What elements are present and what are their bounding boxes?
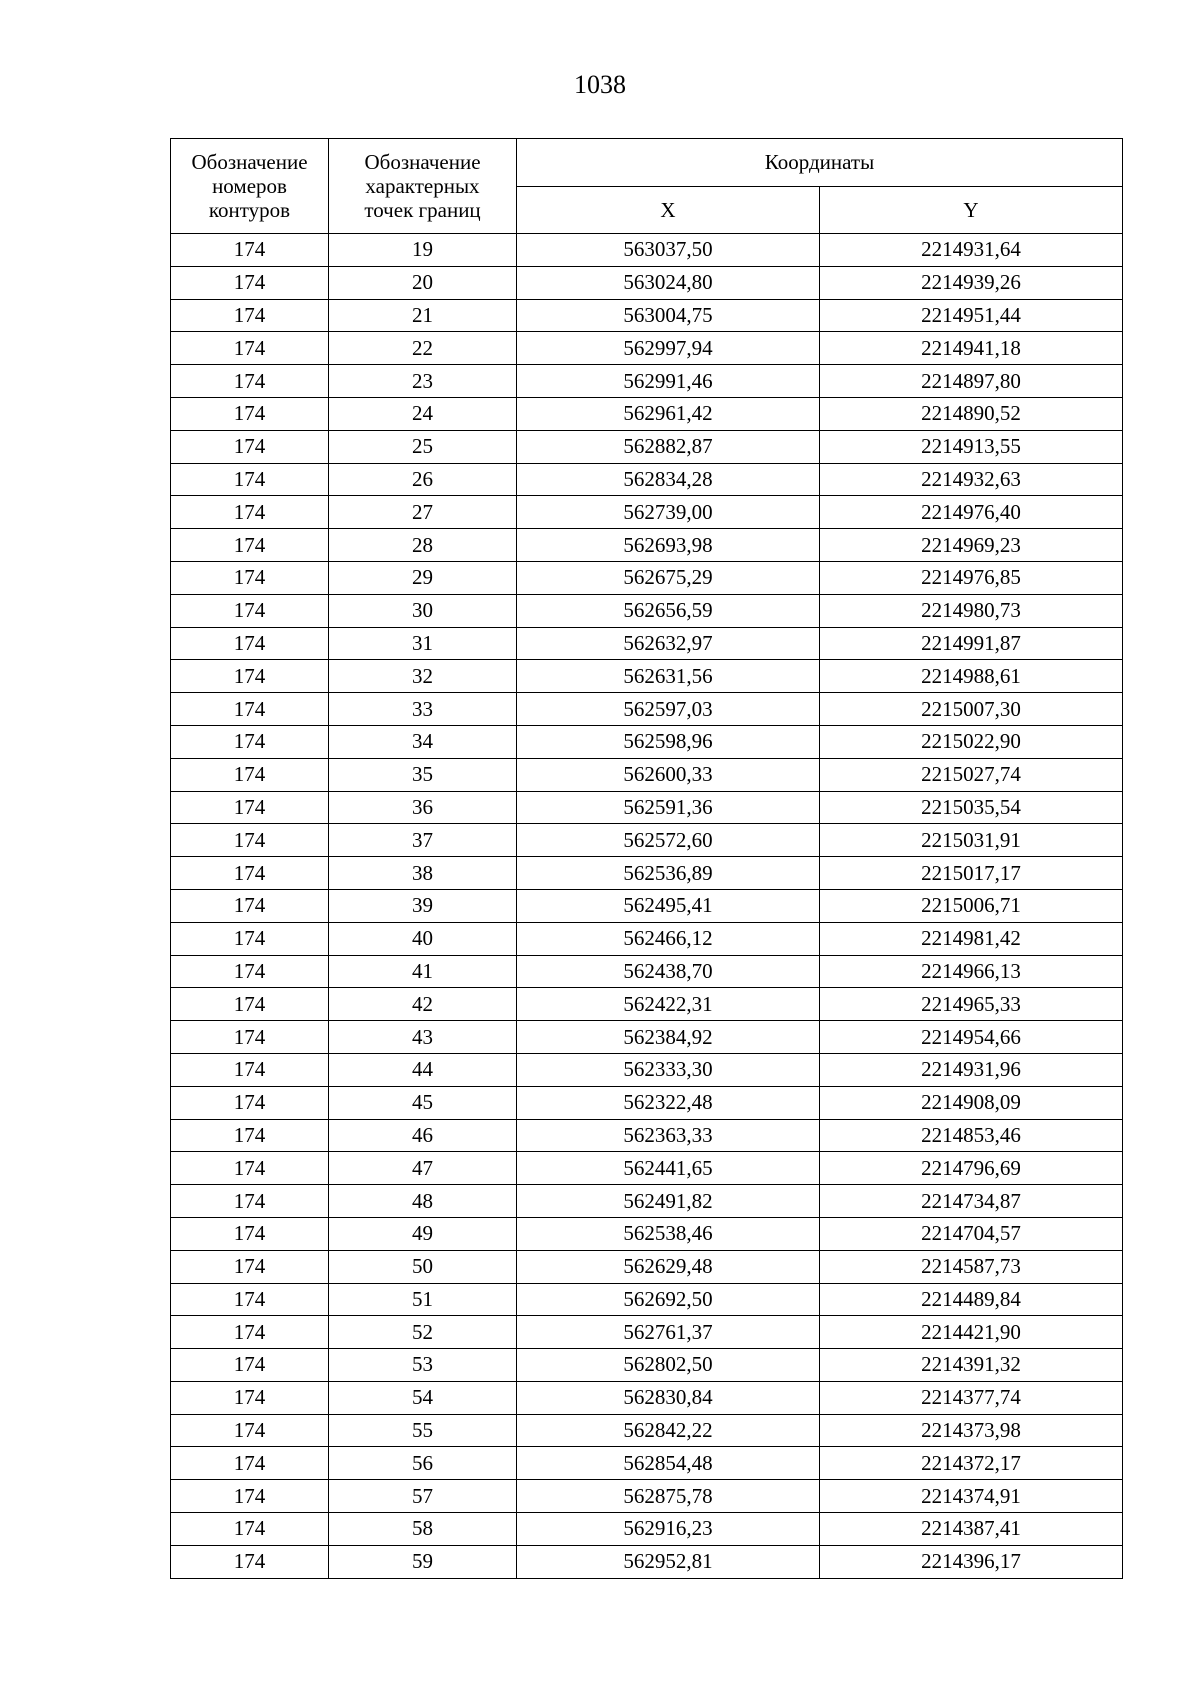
cell-point-number: 35 [329,758,517,791]
cell-point-number: 26 [329,463,517,496]
table-row [171,1283,1123,1316]
header-boundary-points: Обозначение характерных точек границ [329,139,517,234]
cell-y: 2214939,26 [820,266,1123,299]
cell-y: 2214396,17 [820,1545,1123,1578]
cell-contour-number: 174 [171,660,329,693]
table-row [171,430,1123,463]
cell-point-number: 52 [329,1316,517,1349]
cell-point-number: 25 [329,430,517,463]
cell-point-number: 23 [329,365,517,398]
cell-x: 562441,65 [517,1152,820,1185]
cell-x: 562631,56 [517,660,820,693]
cell-x: 562333,30 [517,1053,820,1086]
cell-y: 2215027,74 [820,758,1123,791]
cell-contour-number: 174 [171,299,329,332]
cell-point-number: 53 [329,1349,517,1382]
cell-y: 2214976,85 [820,561,1123,594]
cell-contour-number: 174 [171,1545,329,1578]
cell-point-number: 27 [329,496,517,529]
cell-y: 2214587,73 [820,1250,1123,1283]
table-row [171,266,1123,299]
cell-y: 2214374,91 [820,1480,1123,1513]
cell-contour-number: 174 [171,758,329,791]
cell-contour-number: 174 [171,1152,329,1185]
cell-y: 2215031,91 [820,824,1123,857]
cell-point-number: 41 [329,955,517,988]
cell-y: 2214980,73 [820,594,1123,627]
cell-point-number: 29 [329,561,517,594]
cell-contour-number: 174 [171,463,329,496]
cell-y: 2214931,64 [820,234,1123,267]
cell-contour-number: 174 [171,1414,329,1447]
cell-x: 562802,50 [517,1349,820,1382]
cell-x: 562466,12 [517,922,820,955]
cell-point-number: 34 [329,725,517,758]
cell-point-number: 38 [329,857,517,890]
table-row [171,889,1123,922]
cell-y: 2214391,32 [820,1349,1123,1382]
table-row [171,1250,1123,1283]
cell-x: 562997,94 [517,332,820,365]
cell-point-number: 45 [329,1086,517,1119]
table-row [171,1185,1123,1218]
cell-x: 562572,60 [517,824,820,857]
table-row [171,1480,1123,1513]
cell-contour-number: 174 [171,332,329,365]
cell-contour-number: 174 [171,1217,329,1250]
cell-x: 562675,29 [517,561,820,594]
cell-point-number: 37 [329,824,517,857]
cell-y: 2214941,18 [820,332,1123,365]
table-row [171,1152,1123,1185]
cell-contour-number: 174 [171,693,329,726]
cell-contour-number: 174 [171,529,329,562]
cell-x: 562322,48 [517,1086,820,1119]
cell-y: 2214489,84 [820,1283,1123,1316]
table-row [171,1381,1123,1414]
cell-y: 2214387,41 [820,1513,1123,1546]
cell-x: 562632,97 [517,627,820,660]
cell-y: 2214908,09 [820,1086,1123,1119]
cell-y: 2215035,54 [820,791,1123,824]
cell-point-number: 56 [329,1447,517,1480]
table-row [171,1349,1123,1382]
cell-contour-number: 174 [171,824,329,857]
cell-x: 562538,46 [517,1217,820,1250]
table-row [171,1414,1123,1447]
table-row [171,1086,1123,1119]
cell-y: 2214734,87 [820,1185,1123,1218]
cell-x: 562875,78 [517,1480,820,1513]
cell-x: 562384,92 [517,1021,820,1054]
cell-x: 562591,36 [517,791,820,824]
cell-x: 562363,33 [517,1119,820,1152]
table-row [171,824,1123,857]
table-row [171,955,1123,988]
table-row [171,299,1123,332]
table-row [171,1053,1123,1086]
cell-contour-number: 174 [171,791,329,824]
cell-x: 562842,22 [517,1414,820,1447]
cell-x: 562597,03 [517,693,820,726]
table-row [171,561,1123,594]
cell-point-number: 19 [329,234,517,267]
table-row [171,332,1123,365]
cell-point-number: 33 [329,693,517,726]
coordinates-table [170,138,1123,1579]
cell-y: 2214932,63 [820,463,1123,496]
cell-x: 562422,31 [517,988,820,1021]
cell-contour-number: 174 [171,1185,329,1218]
cell-x: 562882,87 [517,430,820,463]
cell-point-number: 32 [329,660,517,693]
cell-point-number: 39 [329,889,517,922]
cell-point-number: 43 [329,1021,517,1054]
table-row [171,1119,1123,1152]
cell-point-number: 30 [329,594,517,627]
cell-contour-number: 174 [171,889,329,922]
cell-x: 563024,80 [517,266,820,299]
cell-y: 2214931,96 [820,1053,1123,1086]
cell-y: 2214373,98 [820,1414,1123,1447]
cell-point-number: 46 [329,1119,517,1152]
cell-contour-number: 174 [171,1513,329,1546]
cell-y: 2214890,52 [820,397,1123,430]
cell-y: 2214897,80 [820,365,1123,398]
cell-x: 562830,84 [517,1381,820,1414]
cell-x: 562916,23 [517,1513,820,1546]
table-row [171,988,1123,1021]
table-row [171,1447,1123,1480]
header-contour-numbers: Обозначение номеров контуров [171,139,329,234]
table-row [171,758,1123,791]
cell-y: 2214377,74 [820,1381,1123,1414]
cell-contour-number: 174 [171,922,329,955]
cell-point-number: 48 [329,1185,517,1218]
cell-contour-number: 174 [171,1021,329,1054]
cell-y: 2214796,69 [820,1152,1123,1185]
cell-contour-number: 174 [171,397,329,430]
header-x: X [517,186,820,234]
cell-y: 2214991,87 [820,627,1123,660]
cell-contour-number: 174 [171,594,329,627]
cell-point-number: 47 [329,1152,517,1185]
table-row [171,234,1123,267]
cell-x: 562854,48 [517,1447,820,1480]
table-body [171,234,1123,1579]
cell-point-number: 22 [329,332,517,365]
cell-point-number: 24 [329,397,517,430]
cell-x: 562600,33 [517,758,820,791]
cell-y: 2214853,46 [820,1119,1123,1152]
cell-point-number: 28 [329,529,517,562]
cell-x: 562598,96 [517,725,820,758]
table-header [171,139,1123,234]
table-row [171,1021,1123,1054]
cell-point-number: 59 [329,1545,517,1578]
cell-x: 562761,37 [517,1316,820,1349]
cell-contour-number: 174 [171,1381,329,1414]
table-row [171,1545,1123,1578]
cell-x: 562834,28 [517,463,820,496]
cell-contour-number: 174 [171,1349,329,1382]
cell-x: 562952,81 [517,1545,820,1578]
cell-contour-number: 174 [171,988,329,1021]
cell-point-number: 42 [329,988,517,1021]
table-row [171,1316,1123,1349]
table-row [171,529,1123,562]
cell-y: 2215017,17 [820,857,1123,890]
cell-contour-number: 174 [171,857,329,890]
cell-x: 563037,50 [517,234,820,267]
cell-y: 2215007,30 [820,693,1123,726]
cell-x: 562693,98 [517,529,820,562]
cell-y: 2214704,57 [820,1217,1123,1250]
table-row [171,693,1123,726]
cell-x: 562656,59 [517,594,820,627]
cell-x: 563004,75 [517,299,820,332]
cell-contour-number: 174 [171,1283,329,1316]
cell-y: 2214954,66 [820,1021,1123,1054]
cell-y: 2214421,90 [820,1316,1123,1349]
cell-contour-number: 174 [171,365,329,398]
cell-x: 562438,70 [517,955,820,988]
table-row [171,627,1123,660]
cell-point-number: 44 [329,1053,517,1086]
cell-x: 562536,89 [517,857,820,890]
cell-y: 2214969,23 [820,529,1123,562]
table-row [171,857,1123,890]
table-row [171,1217,1123,1250]
table-row [171,365,1123,398]
table-row [171,725,1123,758]
cell-point-number: 49 [329,1217,517,1250]
cell-contour-number: 174 [171,430,329,463]
cell-point-number: 20 [329,266,517,299]
table-row [171,594,1123,627]
cell-point-number: 31 [329,627,517,660]
cell-contour-number: 174 [171,627,329,660]
cell-point-number: 57 [329,1480,517,1513]
cell-contour-number: 174 [171,1480,329,1513]
page-number: 1038 [574,70,626,99]
cell-contour-number: 174 [171,1250,329,1283]
cell-contour-number: 174 [171,1119,329,1152]
cell-y: 2214981,42 [820,922,1123,955]
header-y: Y [820,186,1123,234]
cell-point-number: 51 [329,1283,517,1316]
cell-contour-number: 174 [171,561,329,594]
cell-x: 562991,46 [517,365,820,398]
cell-y: 2214913,55 [820,430,1123,463]
cell-contour-number: 174 [171,1316,329,1349]
cell-contour-number: 174 [171,1053,329,1086]
cell-point-number: 58 [329,1513,517,1546]
cell-y: 2214966,13 [820,955,1123,988]
cell-x: 562961,42 [517,397,820,430]
cell-point-number: 36 [329,791,517,824]
table-row [171,496,1123,529]
header-coordinates: Координаты [517,139,1123,187]
cell-y: 2214951,44 [820,299,1123,332]
cell-x: 562739,00 [517,496,820,529]
cell-contour-number: 174 [171,266,329,299]
cell-x: 562495,41 [517,889,820,922]
table-row [171,463,1123,496]
table-row [171,1513,1123,1546]
cell-contour-number: 174 [171,725,329,758]
cell-x: 562692,50 [517,1283,820,1316]
cell-y: 2214372,17 [820,1447,1123,1480]
cell-point-number: 54 [329,1381,517,1414]
cell-y: 2215006,71 [820,889,1123,922]
cell-x: 562491,82 [517,1185,820,1218]
table-row [171,791,1123,824]
cell-y: 2215022,90 [820,725,1123,758]
table-row [171,660,1123,693]
cell-point-number: 50 [329,1250,517,1283]
table-row [171,397,1123,430]
cell-contour-number: 174 [171,955,329,988]
cell-point-number: 40 [329,922,517,955]
cell-y: 2214976,40 [820,496,1123,529]
cell-x: 562629,48 [517,1250,820,1283]
cell-y: 2214965,33 [820,988,1123,1021]
cell-contour-number: 174 [171,496,329,529]
table-row [171,922,1123,955]
cell-contour-number: 174 [171,1086,329,1119]
cell-contour-number: 174 [171,234,329,267]
cell-point-number: 55 [329,1414,517,1447]
cell-y: 2214988,61 [820,660,1123,693]
cell-point-number: 21 [329,299,517,332]
cell-contour-number: 174 [171,1447,329,1480]
